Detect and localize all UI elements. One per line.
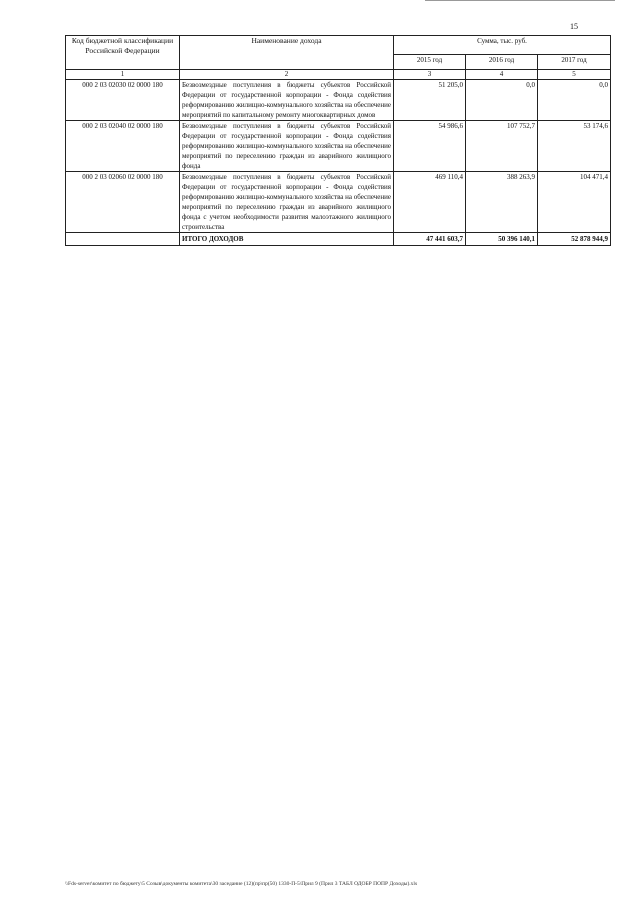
row-value-2016: 388 263,9 [466, 172, 538, 233]
row-name: Безвозмездные поступления в бюджеты субъектов Российской Федерации от государственной корпорации - Фонда содействия реформированию жилищно-коммунального хозяйства на обеспечение мероприятий по переселению граждан из аварийного жилищного фонда с учетом необходимости развития малоэтажного жилищного строительства [180, 172, 394, 233]
header-year-2017: 2017 год [538, 55, 611, 70]
row-code: 000 2 03 02040 02 0000 180 [66, 121, 180, 172]
page-number: 15 [570, 22, 578, 31]
column-number: 4 [466, 70, 538, 80]
row-value-2017: 104 471,4 [538, 172, 611, 233]
column-number: 2 [180, 70, 394, 80]
column-number: 1 [66, 70, 180, 80]
header-name: Наименование дохода [180, 36, 394, 70]
total-value-2015: 47 441 603,7 [394, 233, 466, 246]
table-row [66, 80, 611, 121]
total-label: ИТОГО ДОХОДОВ [180, 233, 394, 246]
column-number: 5 [538, 70, 611, 80]
header-year-2015: 2015 год [394, 55, 466, 70]
total-row [66, 233, 611, 246]
column-number-row [66, 70, 611, 80]
row-value-2017: 53 174,6 [538, 121, 611, 172]
table-row [66, 121, 611, 172]
row-name: Безвозмездные поступления в бюджеты субъектов Российской Федерации от государственной корпорации - Фонда содействия реформированию жилищно-коммунального хозяйства на обеспечение мероприятий по капитальному ремонту многоквартирных домов [180, 80, 394, 121]
total-code-cell [66, 233, 180, 246]
header-code: Код бюджетной классификации Российской Федерации [66, 36, 180, 70]
row-name: Безвозмездные поступления в бюджеты субъектов Российской Федерации от государственной корпорации - Фонда содействия реформированию жилищно-коммунального хозяйства на обеспечение мероприятий по переселению граждан из аварийного жилищного фонда [180, 121, 394, 172]
total-value-2016: 50 396 140,1 [466, 233, 538, 246]
row-code: 000 2 03 02060 02 0000 180 [66, 172, 180, 233]
column-number: 3 [394, 70, 466, 80]
row-value-2016: 0,0 [466, 80, 538, 121]
row-value-2016: 107 752,7 [466, 121, 538, 172]
row-value-2015: 51 205,0 [394, 80, 466, 121]
total-value-2017: 52 878 944,9 [538, 233, 611, 246]
row-code: 000 2 03 02030 02 0000 180 [66, 80, 180, 121]
header-year-2016: 2016 год [466, 55, 538, 70]
revenue-table [65, 35, 611, 246]
header-sum: Сумма, тыс. руб. [394, 36, 611, 55]
file-path-footer: \\Fds-server\комитет по бюджету\5 Созыв\документы комитета\30 заседание (12)(пр\пр(50) 1330-П-5\Прил 9 (Прил 3 ТАБЛ ОДОБР ПОПР Доходы).xls [65, 881, 418, 887]
top-edge-line [425, 0, 615, 1]
row-value-2015: 469 110,4 [394, 172, 466, 233]
row-value-2015: 54 986,6 [394, 121, 466, 172]
table-row [66, 172, 611, 233]
row-value-2017: 0,0 [538, 80, 611, 121]
